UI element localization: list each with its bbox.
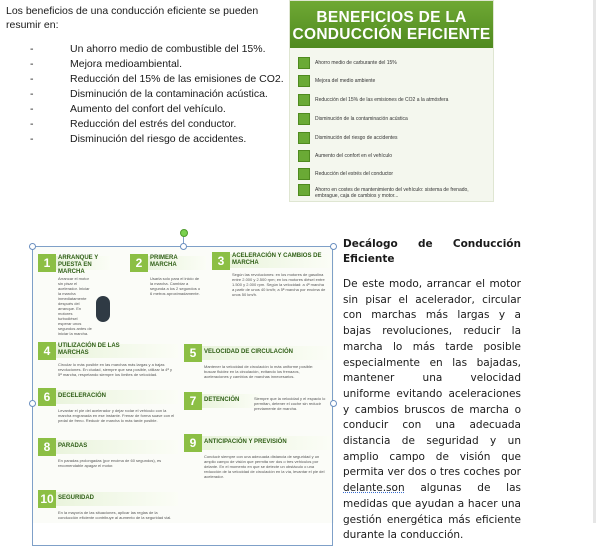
- list-item: - Disminución del riesgo de accidentes.: [30, 132, 284, 147]
- decalogo-card: 10 SEGURIDAD En la mayoría de las situaciones, aplicar las reglas de la conducción eficiente contribuye al aumento de la seguridad vial.: [38, 490, 178, 523]
- list-item: - Mejora medioambiental.: [30, 57, 284, 72]
- resize-handle-top[interactable]: [180, 243, 187, 250]
- check-icon: [298, 75, 310, 87]
- resize-handle-top-right[interactable]: [330, 243, 337, 250]
- list-item: - Reducción del estrés del conductor.: [30, 117, 284, 132]
- infographic-title: [290, 1, 493, 48]
- image-selection-frame[interactable]: [32, 246, 333, 546]
- benefits-infographic: BENEFICIOS DE LA CONDUCCIÓN EFICIENTE Ahorro medio de carburante del 15% Mejora del medio ambiente Reducción del 15% de las emisiones de CO2 a la atmósfera Disminución de la contaminación acústica Disminución del riesgo de accidentes Aumento del confort en el vehículo Reducción del estrés del conductor Ahorro en costes de mantenimiento del vehículo: sistema de frenado, embrague, caja de cambios y motor...: [289, 0, 494, 202]
- decalogo-paragraph: De este modo, arrancar el motor sin pisar el acelerador, circular con marchas más largas y a bajas revoluciones, reducir la marcha lo más tarde posible especialmente en las bajadas, mantener una velocidad uniforme evitando aceleraciones y cambios bruscos de marcha o conducir con una adecuada distancia de seguridad y un amplio campo de visión que permita ver dos o tres coches por delante.son algunas de las medidas que ayudan a hacer una gestión energética más eficiente durante la conducción.: [343, 278, 521, 542]
- intro-paragraph: Los beneficios de una conducción eficiente se pueden resumir en:: [6, 5, 259, 31]
- resize-handle-top-left[interactable]: [29, 243, 36, 250]
- decalogo-card: 4 UTILIZACIÓN DE LAS MARCHAS Circular lo más posible en las marchas más largas y a bajas revoluciones. En ciudad, siempre que sea posible, utilizar la 4ª y 5ª marcha, respetando siempre los límites de velocidad.: [38, 342, 178, 382]
- check-icon: [298, 94, 310, 106]
- list-item: - Reducción del 15% de las emisiones de CO2.: [30, 72, 284, 87]
- check-icon: [298, 150, 310, 162]
- decalogo-card: 3 ACELERACIÓN Y CAMBIOS DE MARCHA Según las revoluciones: en los motores de gasolina entre 2.000 y 2.500 rpm; en los motores diésel entre 1.500 y 2.000 rpm. Según la velocidad: a 4ª marcha a partir de unos 40 km/h; a 5ª marcha por encima de unos 50 km/h.: [212, 252, 330, 352]
- decalogo-card: 6 DECELERACIÓN Levantar el pie del acelerador y dejar rodar el vehículo con la marcha engranada en ese instante. Frenar de forma suave con el pedal de freno. Reducir de marcha lo más tarde posible.: [38, 388, 178, 430]
- decalogo-card: 7 DETENCIÓN Siempre que la velocidad y el espacio lo permitan, detener el coche sin reducir previamente de marcha.: [184, 392, 330, 428]
- infographic-title-line2: CONDUCCIÓN EFICIENTE: [292, 26, 491, 43]
- list-item: - Aumento del confort del vehículo.: [30, 102, 284, 117]
- check-icon: [298, 132, 310, 144]
- decalogo-card: 1 ARRANQUE Y PUESTA EN MARCHA Arrancar el motor sin pisar el acelerador. Iniciar la marcha inmediatamente después del arranque. En motores turbodiésel esperar unos segundos antes de iniciar la marcha.: [38, 254, 110, 344]
- check-icon: [298, 168, 310, 180]
- infographic-title-line1: BENEFICIOS DE LA: [316, 9, 467, 26]
- list-item: - Disminución de la contaminación acústica.: [30, 87, 284, 102]
- resize-handle-left[interactable]: [29, 400, 36, 407]
- rotation-handle[interactable]: [180, 229, 188, 237]
- decalogo-card: 5 VELOCIDAD DE CIRCULACIÓN Mantener la velocidad de circulación lo más uniforme posible: buscar fluidez en la circulación, evitando los frenazos, aceleraciones y cambios de marchas innecesarios.: [184, 344, 330, 384]
- check-icon: [298, 184, 310, 196]
- benefits-list: [30, 42, 284, 147]
- decalogo-card: 9 ANTICIPACIÓN Y PREVISIÓN Conducir siempre con una adecuada distancia de seguridad y un amplio campo de visión que permita ver dos o tres vehículos por delante. En el momento en que se detecte un obstáculo o una reducción de la velocidad de circulación en la vía, levantar el pie del acelerador.: [184, 434, 330, 523]
- check-icon: [298, 57, 310, 69]
- check-icon: [298, 113, 310, 125]
- decalogo-card: 2 PRIMERA MARCHA Usarla solo para el inicio de la marcha. Cambiar a segunda a los 2 segundos o 6 metros aproximadamente.: [130, 254, 206, 344]
- decalogo-card: 8 PARADAS En paradas prolongadas (por encima de 60 segundos), es recomendable apagar el motor.: [38, 438, 178, 478]
- spellcheck-word[interactable]: delante.son: [343, 482, 405, 495]
- resize-handle-right[interactable]: [330, 400, 337, 407]
- list-item: - Un ahorro medio de combustible del 15%.: [30, 42, 284, 57]
- decalogo-heading: Decálogo de Conducción Eficiente: [343, 238, 521, 265]
